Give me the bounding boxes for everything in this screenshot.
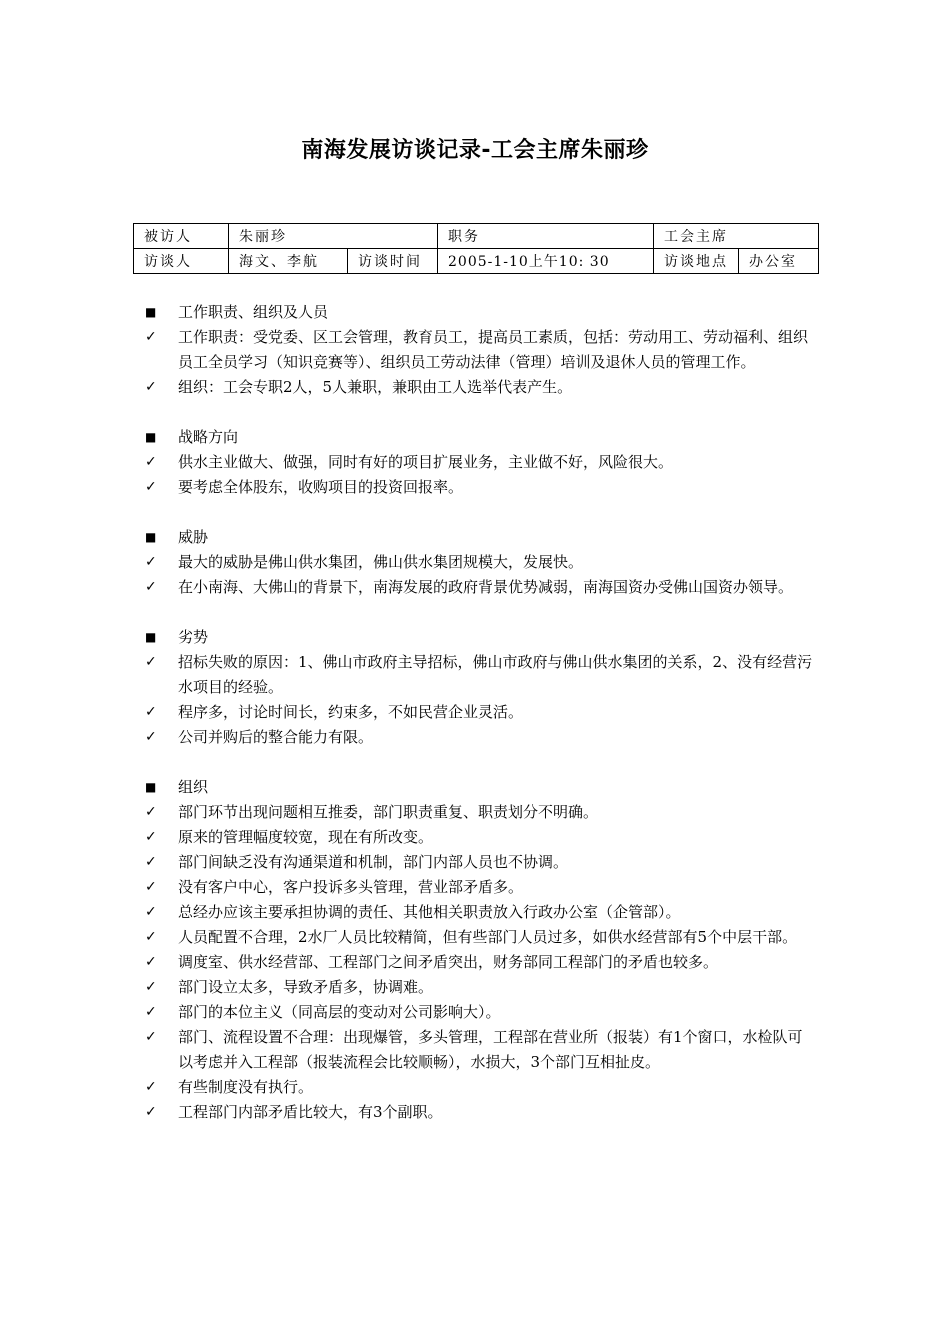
check-icon: ✓: [145, 329, 157, 345]
place-label: 访谈地点: [654, 249, 739, 274]
list-item: ✓ 总经办应该主要承担协调的责任、其他相关职责放入行政办公室（企管部）。: [145, 900, 815, 925]
interviewer-label: 访谈人: [134, 249, 229, 274]
check-icon: ✓: [145, 904, 157, 920]
section-strategy: [145, 425, 815, 500]
list-item: ✓ 最大的威胁是佛山供水集团，佛山供水集团规模大，发展快。: [145, 550, 815, 575]
check-icon: ✓: [145, 1004, 157, 1020]
check-icon: ✓: [145, 479, 157, 495]
check-icon: ✓: [145, 379, 157, 395]
list-item: ✓ 人员配置不合理，2水厂人员比较精简，但有些部门人员过多，如供水经营部有5个中层干部。: [145, 925, 815, 950]
square-bullet-icon: ■: [145, 430, 157, 444]
check-icon: ✓: [145, 454, 157, 470]
position-value: 工会主席: [654, 224, 819, 249]
check-icon: ✓: [145, 1029, 157, 1045]
interviewee-value: 朱丽珍: [229, 224, 438, 249]
list-item: ✓ 调度室、供水经营部、工程部门之间矛盾突出，财务部同工程部门的矛盾也较多。: [145, 950, 815, 975]
square-bullet-icon: ■: [145, 630, 157, 644]
list-item: ✓ 公司并购后的整合能力有限。: [145, 725, 815, 750]
check-icon: ✓: [145, 704, 157, 720]
check-icon: ✓: [145, 554, 157, 570]
check-icon: ✓: [145, 729, 157, 745]
square-bullet-icon: ■: [145, 305, 157, 319]
list-item: ✓ 部门的本位主义（同高层的变动对公司影响大）。: [145, 1000, 815, 1025]
list-item: ✓ 原来的管理幅度较宽，现在有所改变。: [145, 825, 815, 850]
section-heading: ■ 工作职责、组织及人员: [145, 300, 815, 325]
info-row-1: [134, 224, 819, 249]
interviewer-value: 海文、李航: [229, 249, 348, 274]
square-bullet-icon: ■: [145, 780, 157, 794]
page-title: 南海发展访谈记录-工会主席朱丽珍: [301, 138, 649, 163]
position-label: 职务: [438, 224, 654, 249]
section-threats: [145, 525, 815, 600]
section-weaknesses: [145, 625, 815, 750]
interview-content: [145, 300, 815, 1150]
section-duties: [145, 300, 815, 400]
check-icon: ✓: [145, 1104, 157, 1120]
check-icon: ✓: [145, 579, 157, 595]
section-heading: ■ 组织: [145, 775, 815, 800]
list-item: ✓ 没有客户中心，客户投诉多头管理，营业部矛盾多。: [145, 875, 815, 900]
list-item: ✓ 部门设立太多，导致矛盾多，协调难。: [145, 975, 815, 1000]
check-icon: ✓: [145, 879, 157, 895]
section-organization: [145, 775, 815, 1125]
info-row-2: [134, 249, 819, 274]
list-item: ✓ 在小南海、大佛山的背景下，南海发展的政府背景优势减弱，南海国资办受佛山国资办领导。: [145, 575, 815, 600]
time-value: 2005-1-10上午10: 30: [438, 249, 654, 274]
list-item: ✓ 招标失败的原因：1、佛山市政府主导招标，佛山市政府与佛山供水集团的关系，2、没有经营污水项目的经验。: [145, 650, 815, 700]
list-item: ✓ 部门间缺乏没有沟通渠道和机制，部门内部人员也不协调。: [145, 850, 815, 875]
check-icon: ✓: [145, 804, 157, 820]
list-item: ✓ 组织：工会专职2人，5人兼职，兼职由工人选举代表产生。: [145, 375, 815, 400]
section-heading: ■ 劣势: [145, 625, 815, 650]
check-icon: ✓: [145, 1079, 157, 1095]
list-item: ✓ 要考虑全体股东，收购项目的投资回报率。: [145, 475, 815, 500]
time-label: 访谈时间: [347, 249, 437, 274]
check-icon: ✓: [145, 854, 157, 870]
check-icon: ✓: [145, 979, 157, 995]
check-icon: ✓: [145, 929, 157, 945]
check-icon: ✓: [145, 654, 157, 670]
list-item: ✓ 有些制度没有执行。: [145, 1075, 815, 1100]
list-item: ✓ 部门、流程设置不合理：出现爆管，多头管理，工程部在营业所（报装）有1个窗口，水检队可以考虑并入工程部（报装流程会比较顺畅），水损大，3个部门互相扯皮。: [145, 1025, 815, 1075]
square-bullet-icon: ■: [145, 530, 157, 544]
list-item: ✓ 部门环节出现问题相互推委，部门职责重复、职责划分不明确。: [145, 800, 815, 825]
interviewee-label: 被访人: [134, 224, 229, 249]
list-item: ✓ 工作职责：受党委、区工会管理，教育员工，提高员工素质，包括：劳动用工、劳动福利、组织员工全员学习（知识竞赛等）、组织员工劳动法律（管理）培训及退休人员的管理工作。: [145, 325, 815, 375]
place-value: 办公室: [739, 249, 819, 274]
interview-info-table: [133, 223, 819, 274]
section-heading: ■ 威胁: [145, 525, 815, 550]
check-icon: ✓: [145, 829, 157, 845]
section-heading: ■ 战略方向: [145, 425, 815, 450]
list-item: ✓ 程序多，讨论时间长，约束多，不如民营企业灵活。: [145, 700, 815, 725]
list-item: ✓ 供水主业做大、做强，同时有好的项目扩展业务，主业做不好，风险很大。: [145, 450, 815, 475]
list-item: ✓ 工程部门内部矛盾比较大，有3个副职。: [145, 1100, 815, 1125]
check-icon: ✓: [145, 954, 157, 970]
